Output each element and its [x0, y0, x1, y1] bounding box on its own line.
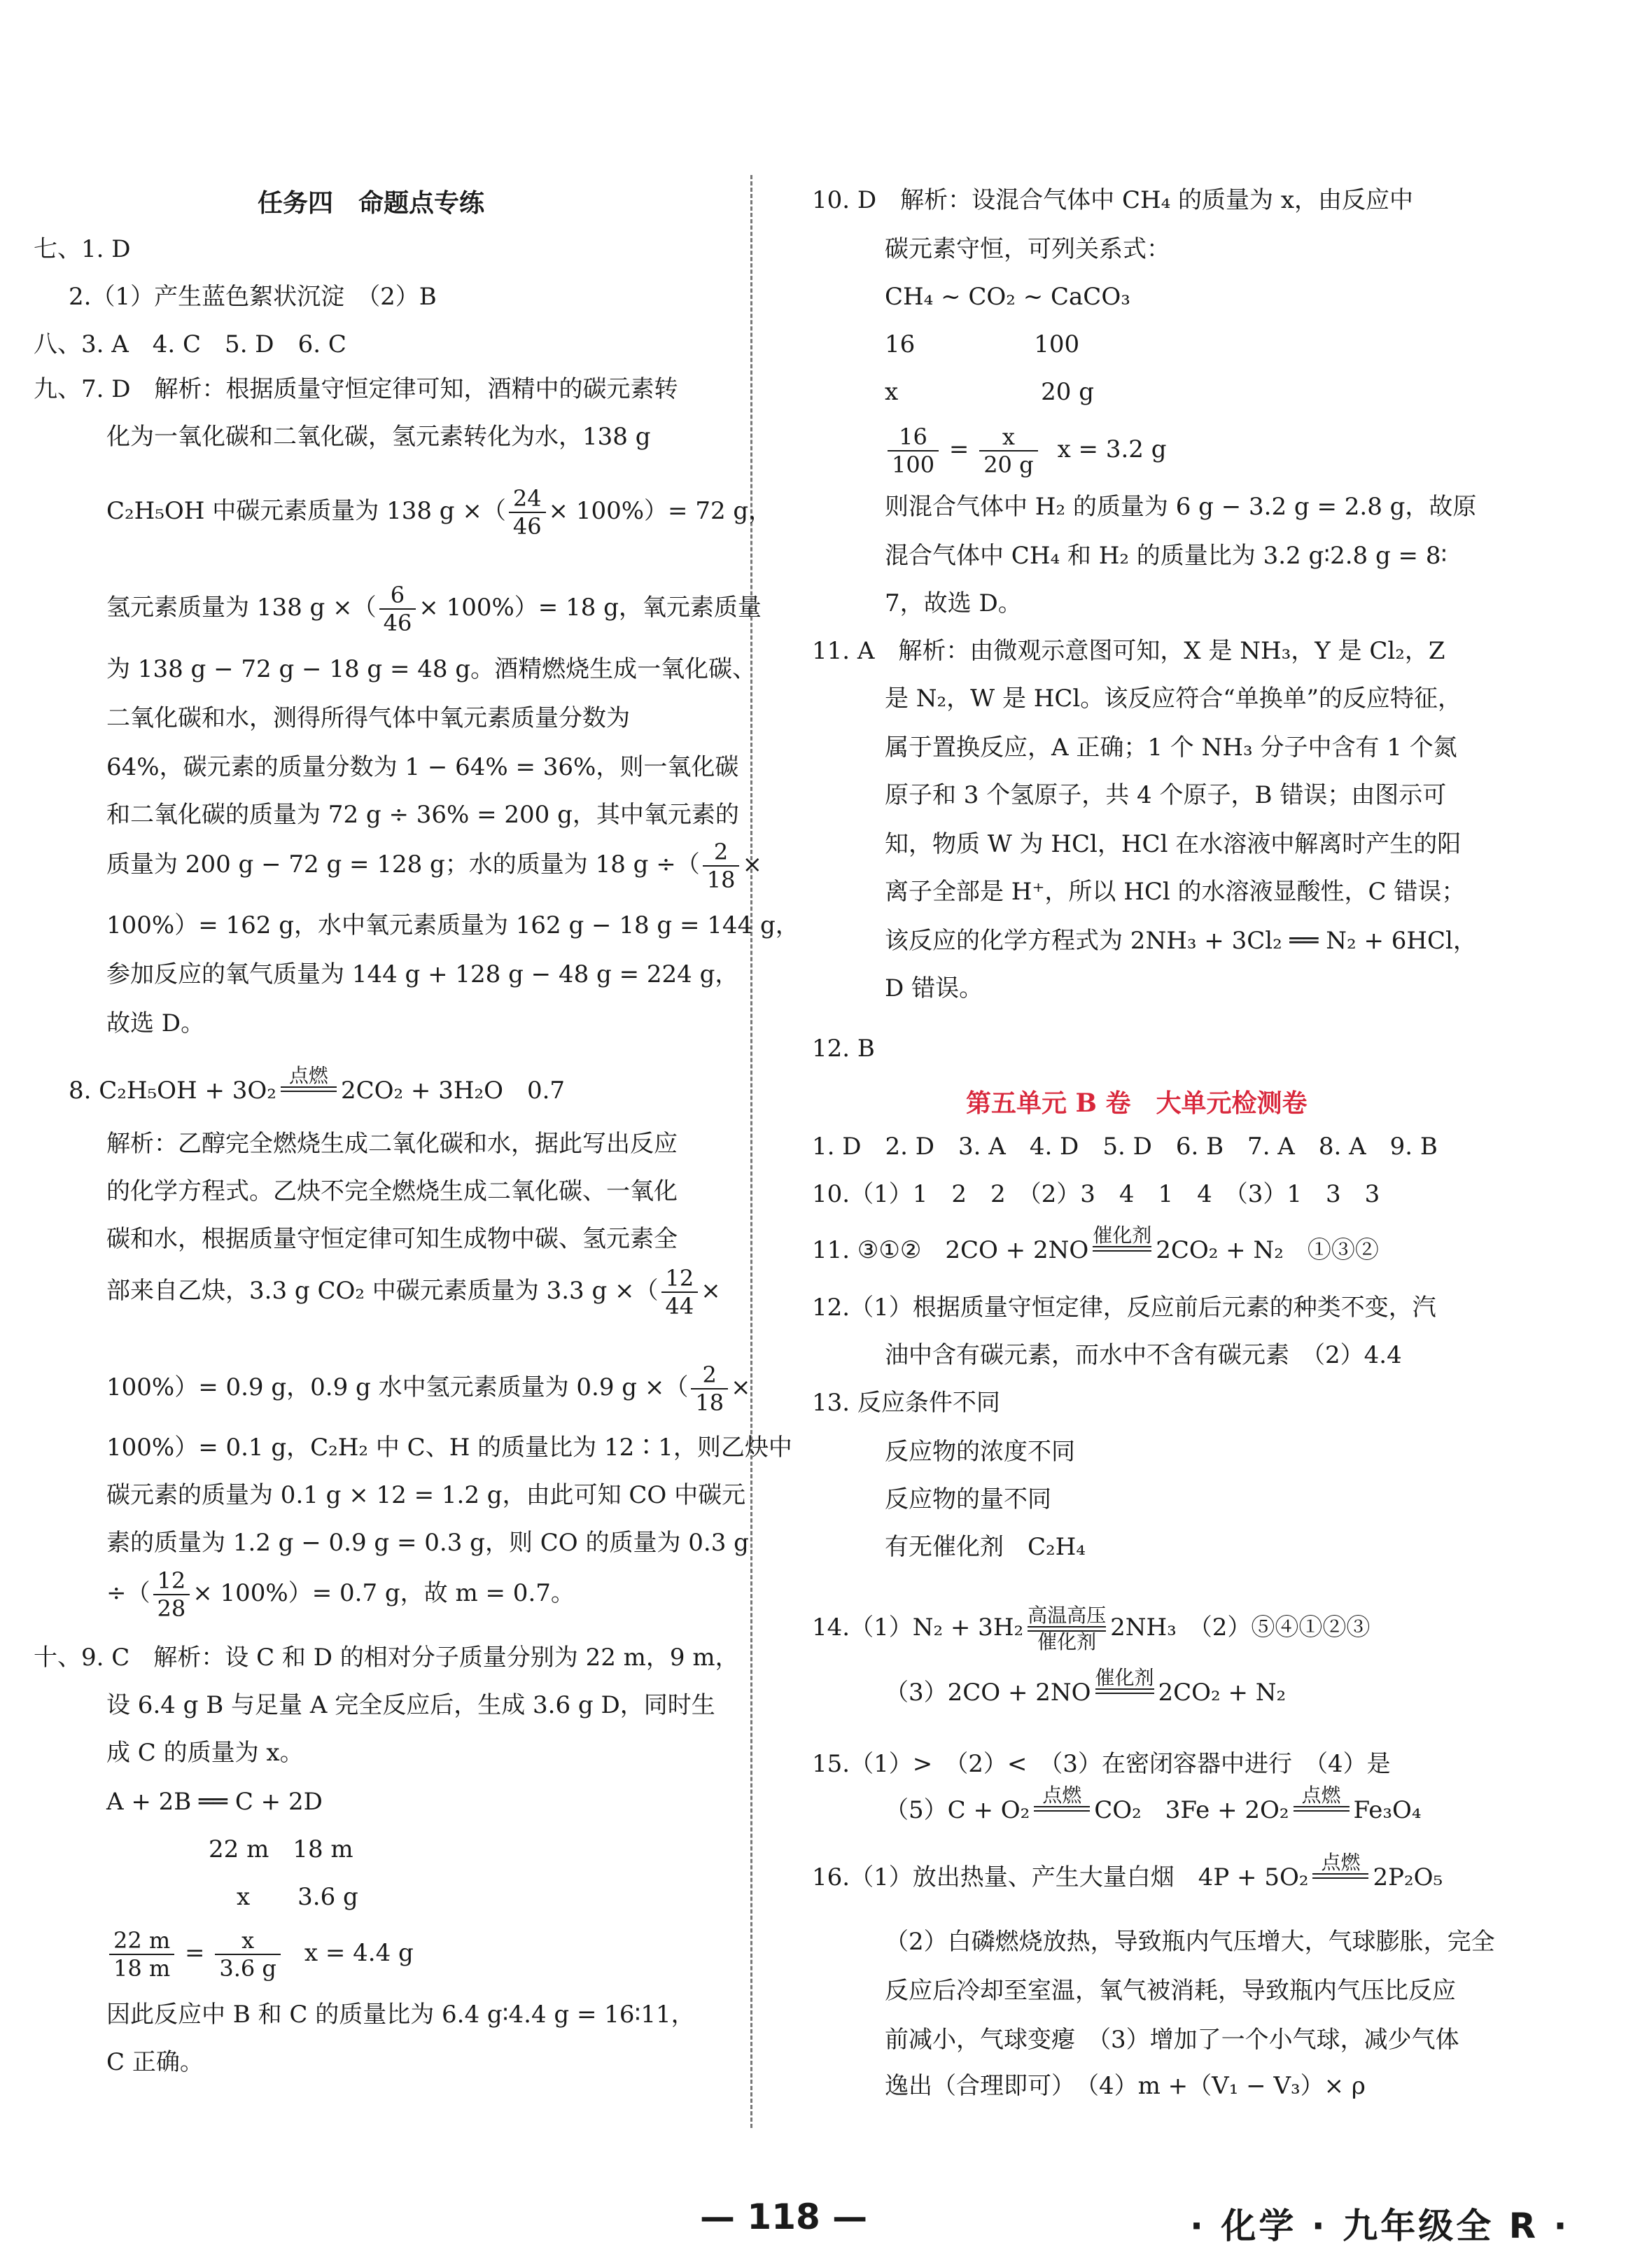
fraction [509, 485, 546, 540]
text: 14.（1）N₂ + 3H₂ [812, 1614, 1024, 1642]
answer-line: 十、9. C 解析：设 C 和 D 的相对分子质量分别为 22 m，9 m， [34, 1644, 739, 1672]
numerator: 22 m [109, 1927, 174, 1955]
equation-line [885, 1785, 1422, 1830]
text: 16.（1）放出热量、产生大量白烟 4P + 5O₂ [812, 1863, 1309, 1891]
reaction-arrow [1312, 1852, 1368, 1900]
answer-line [106, 836, 762, 892]
answer-line: 7，故选 D。 [885, 589, 1022, 617]
text: ÷（ [106, 1579, 150, 1607]
fraction [691, 1362, 728, 1416]
mass-line: 16 100 [885, 330, 1080, 358]
denominator: 3.6 g [219, 1955, 276, 1982]
denominator: 18 [695, 1390, 724, 1416]
answer-line: 12. B [812, 1035, 875, 1063]
numerator: 2 [703, 839, 740, 867]
numerator: x [979, 424, 1037, 451]
answer-line: 解析：乙醇完全燃烧生成二氧化碳和水，据此写出反应 [106, 1130, 678, 1158]
answer-line: 油中含有碳元素，而水中不含有碳元素 （2）4.4 [885, 1341, 1402, 1369]
answer-line: 七、1. D [34, 235, 131, 263]
denominator: 18 m [113, 1955, 171, 1982]
page-number: — 118 — [700, 2197, 868, 2237]
denominator: 28 [157, 1595, 186, 1622]
answer-line: 故选 D。 [106, 1009, 205, 1037]
answer-line [106, 1565, 575, 1621]
text: （5）C + O₂ [885, 1796, 1030, 1824]
answer-line: 设 6.4 g B 与足量 A 完全反应后，生成 3.6 g D，同时生 [106, 1691, 715, 1719]
fraction [379, 582, 416, 636]
denominator: 46 [512, 513, 542, 540]
condition-label: 高温高压 [1028, 1604, 1107, 1627]
numerator: 6 [379, 582, 416, 610]
fraction [661, 1265, 699, 1320]
answer-line [106, 1263, 721, 1319]
denominator: 46 [383, 610, 412, 636]
condition-label: 点燃 [1321, 1851, 1361, 1874]
condition-label-bottom: 催化剂 [1037, 1630, 1097, 1653]
text: × 100%）= 72 g， [548, 497, 773, 525]
answer-line: 化为一氧化碳和二氧化碳，氢元素转化为水，138 g [106, 423, 651, 451]
section-heading: 第五单元 B 卷 大单元检测卷 [966, 1088, 1308, 1118]
answer-line: 64%，碳元素的质量分数为 1 − 64% = 36%，则一氧化碳 [106, 753, 739, 781]
denominator: 100 [892, 451, 935, 478]
text: 2CO₂ + N₂ ①③② [1156, 1236, 1379, 1264]
answer-line: 的化学方程式。乙炔不完全燃烧生成二氧化碳、一氧化 [106, 1177, 678, 1205]
answer-line: 原子和 3 个氢原子，共 4 个原子，B 错误；由图示可 [885, 781, 1447, 809]
denominator: 44 [665, 1293, 694, 1320]
condition-bottom [1095, 1694, 1154, 1715]
text: 8. C₂H₅OH + 3O₂ [69, 1077, 276, 1105]
answer-line: 碳元素守恒，可列关系式： [885, 235, 1170, 263]
answer-line: 逸出（合理即可） （4）m +（V₁ − V₃）× ρ [885, 2072, 1366, 2100]
fraction [703, 839, 740, 893]
text: × [701, 1277, 721, 1305]
answer-line: 13. 反应条件不同 [812, 1389, 1000, 1417]
answer-line: 前减小，气球变瘪 （3）增加了一个小气球，减少气体 [885, 2026, 1459, 2054]
text: CO₂ 3Fe + 2O₂ [1094, 1796, 1289, 1824]
mass-line: x 3.6 g [237, 1883, 358, 1911]
answer-line: 是 N₂，W 是 HCl。该反应符合“单换单”的反应特征， [885, 685, 1462, 713]
answer-line: 100%）= 0.1 g，C₂H₂ 中 C、H 的质量比为 12∶1，则乙炔中 [106, 1434, 792, 1462]
answer-line: 碳和水，根据质量守恒定律可知生成物中碳、氢元素全 [106, 1225, 678, 1253]
text: 2CO₂ + N₂ [1158, 1679, 1287, 1707]
text: × [731, 1373, 751, 1401]
condition-label: 催化剂 [1095, 1666, 1154, 1689]
answer-line [106, 483, 772, 539]
denominator: 20 g [983, 451, 1034, 478]
equation-line [812, 1596, 1370, 1659]
reaction-arrow [1294, 1785, 1350, 1833]
condition-bottom [1093, 1252, 1151, 1273]
proportion-line [885, 421, 1166, 477]
answer-line: 则混合气体中 H₂ 的质量为 6 g − 3.2 g = 2.8 g，故原 [885, 493, 1477, 521]
reaction-arrow [281, 1065, 337, 1113]
text: × 100%）= 18 g，氧元素质量 [419, 594, 762, 622]
text: × 100%）= 0.7 g，故 m = 0.7。 [192, 1579, 575, 1607]
mass-line: 22 m 18 m [209, 1835, 353, 1863]
equals: = [941, 435, 977, 463]
answer-line: D 错误。 [885, 974, 983, 1002]
text: 氢元素质量为 138 g ×（ [106, 594, 377, 622]
condition-label: 点燃 [288, 1064, 328, 1087]
text: 100%）= 0.9 g，0.9 g 水中氢元素质量为 0.9 g ×（ [106, 1373, 689, 1401]
answer-line: 为 138 g − 72 g − 18 g = 48 g。酒精燃烧生成一氧化碳、 [106, 655, 757, 683]
answer-line: 100%）= 162 g，水中氧元素质量为 162 g − 18 g = 144 g， [106, 911, 799, 939]
numerator: 12 [153, 1567, 190, 1595]
equation-line [885, 1667, 1286, 1712]
reaction-arrow [1095, 1667, 1154, 1715]
reaction-arrow [1034, 1785, 1090, 1833]
equation-line [812, 1225, 1379, 1270]
result: x = 4.4 g [304, 1939, 414, 1967]
condition-label: 点燃 [1042, 1784, 1082, 1807]
answer-line: 和二氧化碳的质量为 72 g ÷ 36% = 200 g，其中氧元素的 [106, 801, 739, 829]
answer-line: 二氧化碳和水，测得所得气体中氧元素质量分数为 [106, 704, 630, 732]
answer-line: 成 C 的质量为 x。 [106, 1739, 304, 1767]
fraction [153, 1567, 190, 1622]
reaction-arrow [1093, 1225, 1151, 1273]
text: Fe₃O₄ [1353, 1796, 1422, 1824]
answer-line: 11. A 解析：由微观示意图可知，X 是 NH₃，Y 是 Cl₂，Z [812, 637, 1445, 665]
section-heading: 任务四 命题点专练 [258, 188, 485, 218]
equals: = [177, 1939, 213, 1967]
answer-line: 混合气体中 CH₄ 和 H₂ 的质量比为 3.2 g∶2.8 g = 8∶ [885, 542, 1448, 570]
condition-bottom [1294, 1812, 1350, 1833]
fraction [979, 424, 1037, 478]
answer-line: 10.（1）1 2 2 （2）3 4 1 4 （3）1 3 3 [812, 1180, 1380, 1208]
text: 质量为 200 g − 72 g = 128 g；水的质量为 18 g ÷（ [106, 850, 700, 878]
answer-line: （2）白磷燃烧放热，导致瓶内气压增大，气球膨胀，完全 [885, 1928, 1495, 1956]
answer-line: 八、3. A 4. C 5. D 6. C [34, 330, 346, 358]
answer-line: 2.（1）产生蓝色絮状沉淀 （2）B [69, 283, 437, 311]
mass-line: x 20 g [885, 378, 1095, 406]
denominator: 18 [706, 867, 736, 893]
text: C₂H₅OH 中碳元素质量为 138 g ×（ [106, 497, 506, 525]
answer-line: 九、7. D 解析：根据质量守恒定律可知，酒精中的碳元素转 [34, 375, 678, 403]
equation-line: A + 2B ══ C + 2D [106, 1788, 323, 1816]
answer-line: 素的质量为 1.2 g − 0.9 g = 0.3 g，则 CO 的质量为 0.3 g [106, 1529, 749, 1557]
answer-line [106, 580, 762, 636]
answer-line: 反应后冷却至室温，氧气被消耗，导致瓶内气压比反应 [885, 1977, 1456, 2005]
text: 2NH₃ （2）⑤④①②③ [1110, 1614, 1371, 1642]
fraction [888, 424, 939, 478]
answer-line: 10. D 解析：设混合气体中 CH₄ 的质量为 x，由反应中 [812, 186, 1414, 214]
condition-label: 点燃 [1301, 1784, 1341, 1807]
book-title: · 化学 · 九年级全 R · [1190, 2206, 1570, 2246]
proportion-line [106, 1925, 414, 1981]
answer-line: 反应物的量不同 [885, 1485, 1051, 1513]
condition-bottom [1312, 1879, 1368, 1900]
condition-bottom [281, 1092, 337, 1113]
text: （3）2CO + 2NO [885, 1679, 1091, 1707]
fraction [109, 1927, 174, 1982]
answer-line: 碳元素的质量为 0.1 g × 12 = 1.2 g，由此可知 CO 中碳元 [106, 1481, 746, 1509]
answer-line: C 正确。 [106, 2048, 204, 2076]
answer-line [106, 1359, 751, 1415]
condition-bottom [1034, 1812, 1090, 1833]
column-divider [750, 175, 752, 2128]
answer-line: 属于置换反应，A 正确；1 个 NH₃ 分子中含有 1 个氮 [885, 734, 1457, 762]
answer-line: 反应物的浓度不同 [885, 1438, 1075, 1466]
numerator: 12 [661, 1265, 699, 1293]
answer-line: 参加反应的氧气质量为 144 g + 128 g − 48 g = 224 g， [106, 960, 739, 988]
answer-line: 15.（1）> （2）< （3）在密闭容器中进行 （4）是 [812, 1750, 1391, 1778]
reaction-arrow [1028, 1605, 1106, 1653]
equation-line [812, 1852, 1443, 1897]
numerator: x [215, 1927, 281, 1955]
text: 2CO₂ + 3H₂O 0.7 [340, 1077, 566, 1105]
text: 2P₂O₅ [1373, 1863, 1443, 1891]
text: × [742, 850, 762, 878]
numerator: 16 [888, 424, 939, 451]
equation-line [69, 1065, 565, 1110]
text: 11. ③①② 2CO + 2NO [812, 1236, 1089, 1264]
answer-line: 离子全部是 H⁺，所以 HCl 的水溶液显酸性，C 错误； [885, 878, 1466, 906]
answer-line: 知，物质 W 为 HCl，HCl 在水溶液中解离时产生的阳 [885, 830, 1462, 858]
answer-line: 该反应的化学方程式为 2NH₃ + 3Cl₂ ══ N₂ + 6HCl， [885, 927, 1477, 955]
answer-line: 有无催化剂 C₂H₄ [885, 1533, 1086, 1561]
numerator: 2 [691, 1362, 728, 1390]
fraction [215, 1927, 281, 1982]
condition-label: 催化剂 [1093, 1224, 1152, 1247]
equation-line: CH₄ ~ CO₂ ~ CaCO₃ [885, 283, 1130, 311]
answer-line: 12.（1）根据质量守恒定律，反应前后元素的种类不变，汽 [812, 1294, 1436, 1322]
numerator: 24 [509, 485, 546, 513]
answer-line: 1. D 2. D 3. A 4. D 5. D 6. B 7. A 8. A 9. B [812, 1133, 1438, 1161]
text: 部来自乙炔，3.3 g CO₂ 中碳元素质量为 3.3 g ×（ [106, 1277, 659, 1305]
result: x = 3.2 g [1057, 435, 1167, 463]
answer-line: 因此反应中 B 和 C 的质量比为 6.4 g∶4.4 g = 16∶11， [106, 2001, 695, 2029]
